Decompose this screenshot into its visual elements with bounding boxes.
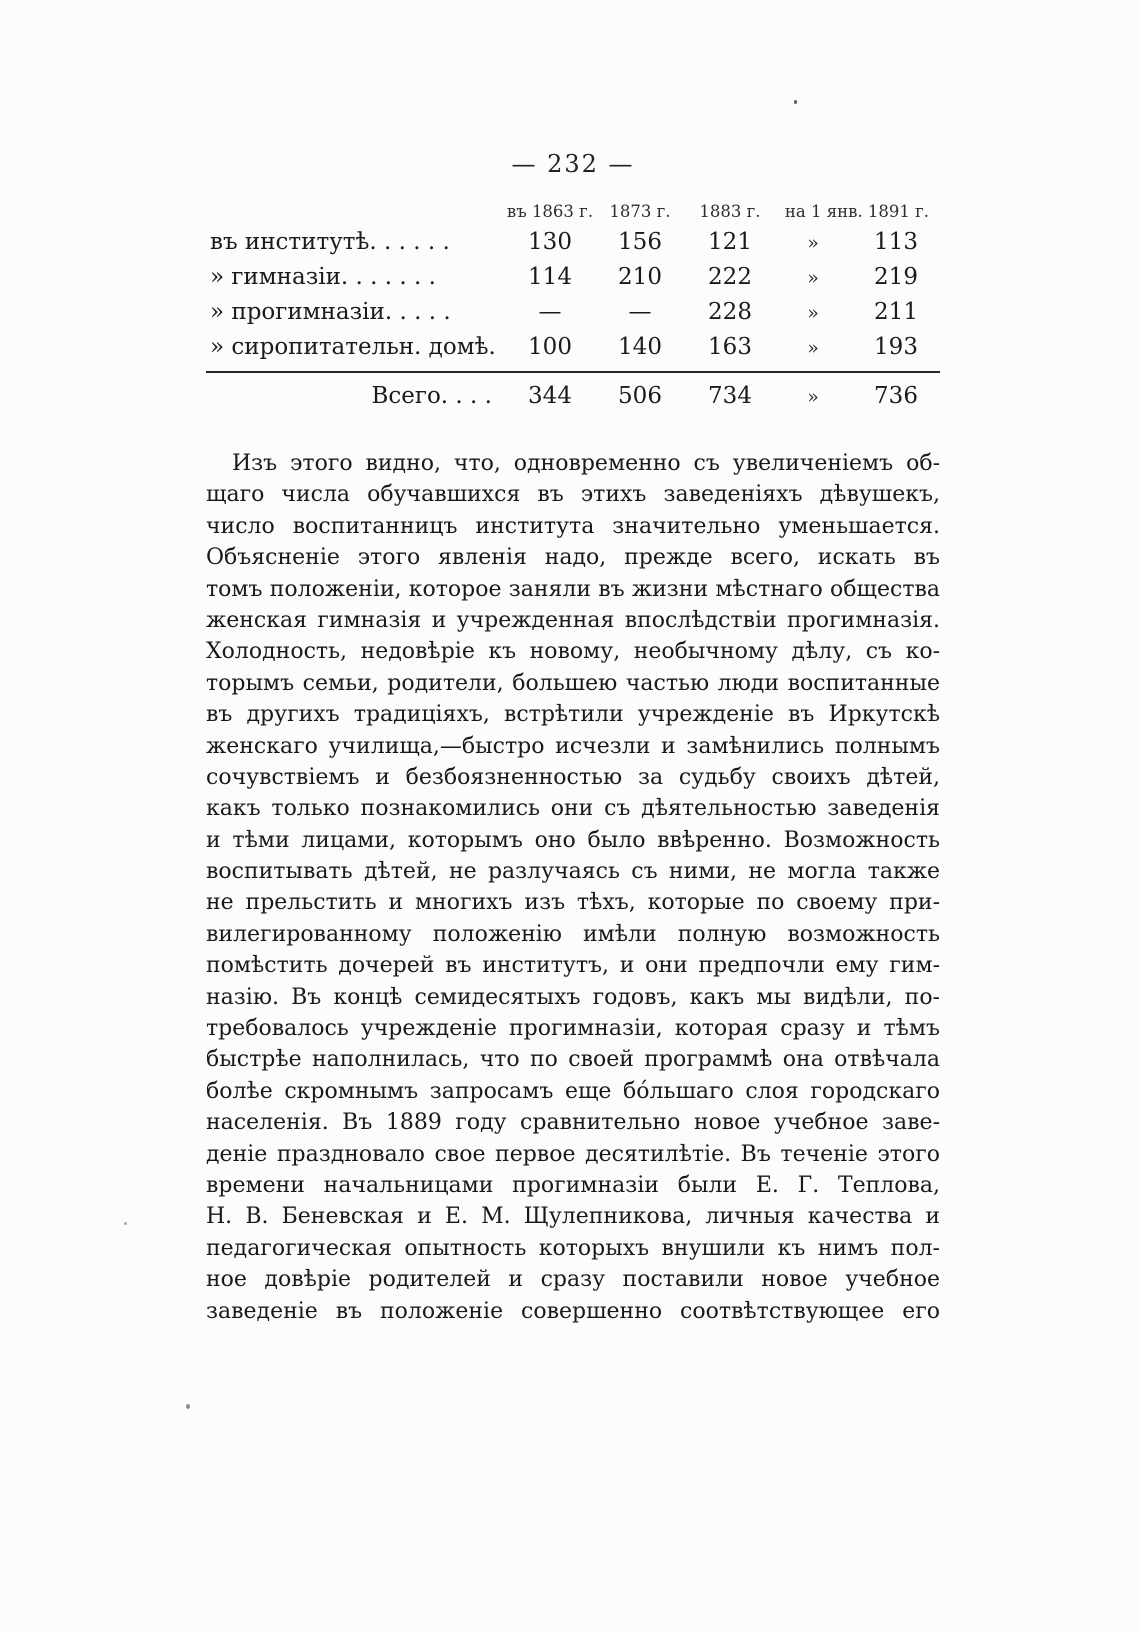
text-line: ное довѣріе родителей и сразу поставили новое учебное (206, 1267, 940, 1293)
table-row-progymnasium (206, 295, 940, 330)
table-total-row (206, 376, 940, 418)
text-line: и тѣми лицами, которымъ оно было ввѣренно. Возможность (206, 827, 940, 853)
value-1891: 211 (874, 299, 918, 325)
value-1863: 114 (528, 264, 572, 290)
table-row-institute (206, 225, 940, 260)
value-1873: 156 (618, 229, 662, 255)
row-label: въ институтѣ. . . . . . (210, 229, 450, 255)
text-line: времени начальницами прогимназіи были Е. Г. Теплова, (206, 1172, 940, 1198)
table-header-1883: 1883 г. (699, 202, 761, 221)
text-line: назію. Въ концѣ семидесятыхъ годовъ, какъ мы видѣли, по- (206, 984, 940, 1010)
text-line: требовалось учрежденіе прогимназіи, которая сразу и тѣмъ (206, 1016, 940, 1042)
total-1873: 506 (618, 383, 662, 409)
value-1873: 140 (618, 334, 662, 360)
text-line: болѣе скромнымъ запросамъ еще бо́льшаго слоя городскаго (206, 1078, 940, 1104)
ditto-mark: » (807, 386, 819, 408)
ditto-mark: » (807, 267, 819, 289)
text-line: въ другихъ традиціяхъ, встрѣтили учрежденіе въ Иркутскѣ (206, 702, 940, 728)
table-header-row (206, 202, 940, 221)
value-1873: 210 (618, 264, 662, 290)
value-1891: 193 (874, 334, 918, 360)
text-line: какъ только познакомились они съ дѣятельностью заведенія (206, 796, 940, 822)
text-line: томъ положеніи, которое заняли въ жизни мѣстнаго общества (206, 576, 940, 602)
scan-speck (124, 1222, 127, 1225)
text-line: торымъ семьи, родители, большею частью люди воспитанные (206, 670, 940, 696)
text-line: вилегированному положенію имѣли полную возможность (206, 921, 940, 947)
body-paragraph (206, 448, 940, 1327)
total-1863: 344 (528, 383, 572, 409)
text-line: женскаго училища,—быстро исчезли и замѣнились полнымъ (206, 733, 940, 759)
table-header-1891: на 1 янв. 1891 г. (784, 202, 930, 221)
text-line: Н. В. Беневская и Е. М. Щулепникова, личныя качества и (206, 1204, 940, 1230)
value-1891: 113 (874, 229, 918, 255)
text-line: Объясненіе этого явленія надо, прежде всего, искать въ (206, 545, 940, 571)
value-1883: 163 (708, 334, 752, 360)
text-line: Изъ этого видно, что, одновременно съ увеличеніемъ об- (232, 451, 940, 476)
value-1863: — (538, 299, 562, 325)
row-label: » гимназіи. . . . . . . (210, 264, 436, 290)
total-1883: 734 (708, 383, 752, 409)
row-label: » прогимназіи. . . . . (210, 299, 451, 325)
text-line: Холодность, недовѣріе къ новому, необычному дѣлу, съ ко- (206, 639, 940, 665)
text-line: быстрѣе наполнилась, что по своей программѣ она отвѣчала (206, 1047, 940, 1073)
row-label: » сиропитательн. домѣ. (210, 334, 496, 360)
ditto-mark: » (807, 232, 819, 254)
page-content (206, 0, 940, 1327)
value-1883: 228 (708, 299, 752, 325)
table-header-1873: 1873 г. (609, 202, 671, 221)
table-header-1863: въ 1863 г. (506, 202, 594, 221)
value-1873: — (628, 299, 652, 325)
value-1891: 219 (874, 264, 918, 290)
total-label: Всего. . . . (371, 383, 492, 409)
scan-speck (186, 1404, 190, 1409)
table-total-rule (206, 371, 940, 373)
value-1863: 130 (528, 229, 572, 255)
text-line: заведеніе въ положеніе совершенно соотвѣтствующее его (206, 1298, 940, 1324)
total-1891: 736 (874, 383, 918, 409)
text-line: педагогическая опытность которыхъ внушили къ нимъ пол- (206, 1235, 940, 1261)
text-line: женская гимназія и учрежденная впослѣдствіи прогимназія. (206, 607, 940, 633)
statistics-table (206, 202, 940, 418)
text-line: щаго числа обучавшихся въ этихъ заведеніяхъ дѣвушекъ, (206, 482, 940, 508)
table-row-gymnasium (206, 260, 940, 295)
text-line: число воспитанницъ института значительно уменьшается. (206, 513, 940, 539)
table-row-orphanage (206, 330, 940, 365)
text-line: деніе праздновало свое первое десятилѣтіе. Въ теченіе этого (206, 1141, 940, 1167)
value-1883: 222 (708, 264, 752, 290)
text-line: населенія. Въ 1889 году сравнительно новое учебное заве- (206, 1110, 940, 1136)
ditto-mark: » (807, 337, 819, 359)
ditto-mark: » (807, 302, 819, 324)
value-1863: 100 (528, 334, 572, 360)
page-number: — 232 — (511, 150, 635, 178)
value-1883: 121 (708, 229, 752, 255)
text-line: сочувствіемъ и безбоязненностью за судьбу своихъ дѣтей, (206, 764, 940, 790)
text-line: не прельстить и многихъ изъ тѣхъ, которые по своему при- (206, 890, 940, 916)
text-line: помѣстить дочерей въ институтъ, и они предпочли ему гим- (206, 953, 940, 979)
text-line: воспитывать дѣтей, не разлучаясь съ ними, не могла также (206, 859, 940, 885)
